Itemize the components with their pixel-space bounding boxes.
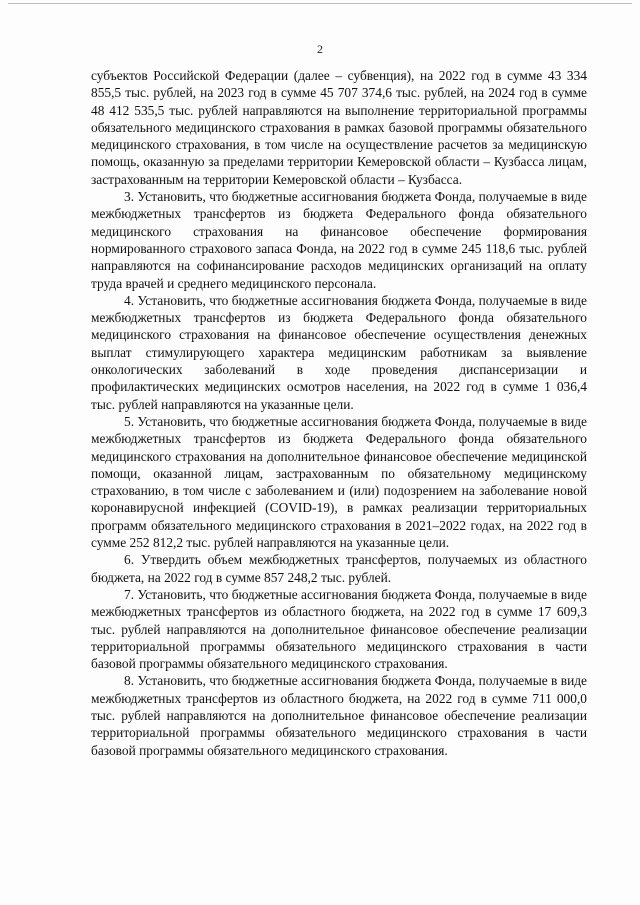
paragraph-4: 4. Установить, что бюджетные ассигнования бюджета Фонда, получаемые в виде межбюджетных трансфертов из бюджета Федерального фонда обязательного медицинского страхования на финансовое обеспечение осуществления денежных выплат стимулирующего характера медицинским работникам за выявление онкологических заболеваний в ходе проведения диспансеризации и профилактических медицинских осмотров населения, на 2022 год в сумме 1 036,4 тыс. рублей направляются на указанные цели. [91, 292, 587, 412]
paragraph-6: 6. Утвердить объем межбюджетных трансфертов, получаемых из областного бюджета, на 2022 год в сумме 857 248,2 тыс. рублей. [91, 552, 587, 585]
paragraph-5: 5. Установить, что бюджетные ассигнования бюджета Фонда, получаемые в виде межбюджетных трансфертов из бюджета Федерального фонда обязательного медицинского страхования на дополнительное финансовое обеспечение медицинской помощи, оказанной лицам, застрахованным по обязательному медицинскому страхованию, в том числе с заболеванием и (или) подозрением на заболевание новой коронавирусной инфекцией (COVID-19), в рамках реализации территориальных программ обязательного медицинского страхования в 2021–2022 годах, на 2022 год в сумме 252 812,2 тыс. рублей направляются на указанные цели. [91, 413, 587, 551]
paragraph-7: 7. Установить, что бюджетные ассигнования бюджета Фонда, получаемые в виде межбюджетных трансфертов из областного бюджета, на 2022 год в сумме 17 609,3 тыс. рублей направляются на дополнительное финансовое обеспечение реализации территориальной программы обязательного медицинского страхования в части базовой программы обязательного медицинского страхования. [91, 586, 587, 672]
paragraph-3: 3. Установить, что бюджетные ассигнования бюджета Фонда, получаемые в виде межбюджетных трансфертов из бюджета Федерального фонда обязательного медицинского страхования на финансовое обеспечение формирования нормированного страхового запаса Фонда, на 2022 год в сумме 245 118,6 тыс. рублей направляются на софинансирование расходов медицинских организаций на оплату труда врачей и среднего медицинского персонала. [91, 189, 587, 291]
paragraph-continued: субъектов Российской Федерации (далее – субвенция), на 2022 год в сумме 43 334 855,5 тыс. рублей, на 2023 год в сумме 45 707 374,6 тыс. рублей, на 2024 год в сумме 48 412 535,5 тыс. рублей направляются на выполнение территориальной программы обязательного медицинского страхования в рамках базовой программы обязательного медицинского страхования, в том числе на осуществление расчетов за медицинскую помощь, оказанную за пределами территории Кемеровской области – Кузбасса лицам, застрахованным на территории Кемеровской области – Кузбасса. [91, 68, 587, 187]
document-body [91, 67, 587, 759]
scan-edge-line [8, 3, 632, 4]
page-number: 2 [317, 42, 323, 56]
paragraph-8: 8. Установить, что бюджетные ассигнования бюджета Фонда, получаемые в виде межбюджетных трансфертов из областного бюджета, на 2022 год в сумме 711 000,0 тыс. рублей направляются на дополнительное финансовое обеспечение реализации территориальной программы обязательного медицинского страхования в части базовой программы обязательного медицинского страхования. [91, 673, 587, 758]
